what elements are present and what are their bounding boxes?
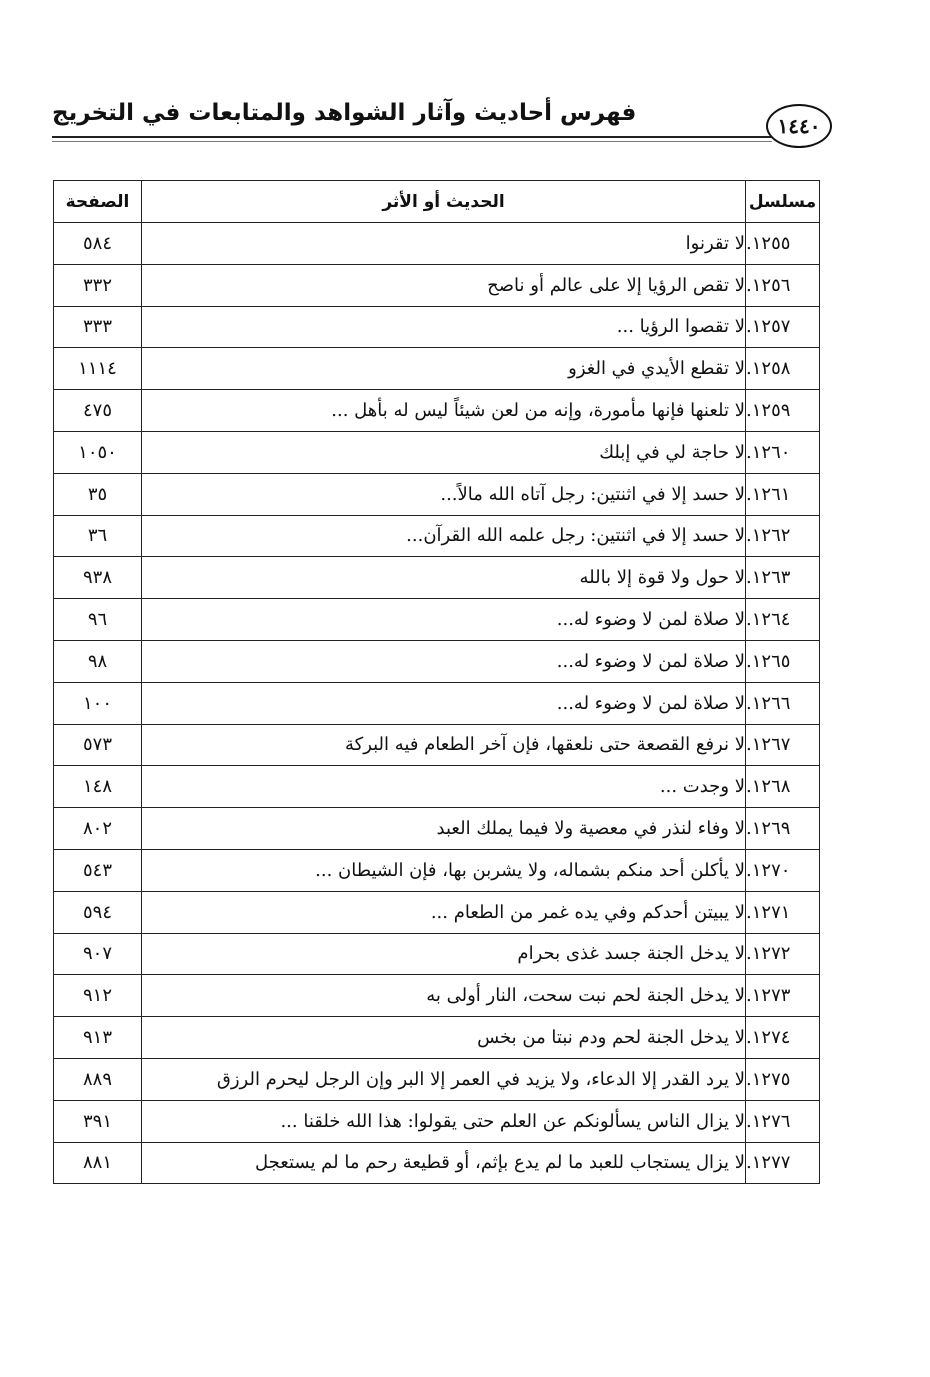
row-page: ٩٠٧: [54, 933, 142, 975]
row-serial: ١٢٦٦.: [746, 682, 820, 724]
table-row: [54, 348, 820, 390]
table-row: [54, 808, 820, 850]
table-row: [54, 682, 820, 724]
row-serial: ١٢٦٨.: [746, 766, 820, 808]
row-text: لا نرفع القصعة حتى نلعقها، فإن آخر الطعام فيه البركة: [142, 724, 746, 766]
row-serial: ١٢٧٧.: [746, 1142, 820, 1184]
header-title: فهرس أحاديث وآثار الشواهد والمتابعات في التخريج: [52, 100, 637, 126]
table-row: [54, 640, 820, 682]
row-text: لا حسد إلا في اثنتين: رجل علمه الله القرآن...: [142, 515, 746, 557]
row-text: لا يأكلن أحد منكم بشماله، ولا يشربن بها، فإن الشيطان ...: [142, 849, 746, 891]
table-row: [54, 1058, 820, 1100]
row-text: لا يبيتن أحدكم وفي يده غمر من الطعام ...: [142, 891, 746, 933]
row-text: لا يزال الناس يسألونكم عن العلم حتى يقولوا: هذا الله خلقنا ...: [142, 1100, 746, 1142]
row-serial: ١٢٧٦.: [746, 1100, 820, 1142]
row-text: لا حسد إلا في اثنتين: رجل آتاه الله مالاً...: [142, 473, 746, 515]
table-row: [54, 557, 820, 599]
row-text: لا تقطع الأيدي في الغزو: [142, 348, 746, 390]
row-text: لا تقصوا الرؤيا ...: [142, 306, 746, 348]
row-text: لا تلعنها فإنها مأمورة، وإنه من لعن شيئاً ليس له بأهل ...: [142, 390, 746, 432]
row-page: ٣٣٣: [54, 306, 142, 348]
row-page: ١٠٠: [54, 682, 142, 724]
table-row: [54, 1142, 820, 1184]
row-serial: ١٢٥٦.: [746, 264, 820, 306]
page-number-badge: ١٤٤٠: [766, 104, 832, 148]
page-header: [52, 96, 832, 156]
row-serial: ١٢٥٥.: [746, 223, 820, 265]
table-row: [54, 1100, 820, 1142]
column-header-serial: مسلسل: [746, 181, 820, 223]
row-text: لا صلاة لمن لا وضوء له...: [142, 599, 746, 641]
hadith-index-table: [53, 180, 820, 1184]
row-serial: ١٢٧١.: [746, 891, 820, 933]
row-serial: ١٢٧٢.: [746, 933, 820, 975]
row-page: ٣٣٢: [54, 264, 142, 306]
row-serial: ١٢٥٧.: [746, 306, 820, 348]
table-row: [54, 849, 820, 891]
column-header-page: الصفحة: [54, 181, 142, 223]
row-serial: ١٢٧٣.: [746, 975, 820, 1017]
row-text: لا يدخل الجنة لحم ودم نبتا من بخس: [142, 1017, 746, 1059]
row-page: ٩٨: [54, 640, 142, 682]
row-serial: ١٢٦٣.: [746, 557, 820, 599]
row-page: ٩١٣: [54, 1017, 142, 1059]
row-serial: ١٢٦١.: [746, 473, 820, 515]
row-page: ٨٠٢: [54, 808, 142, 850]
row-text: لا صلاة لمن لا وضوء له...: [142, 640, 746, 682]
table-row: [54, 306, 820, 348]
column-header-text: الحديث أو الأثر: [142, 181, 746, 223]
table-row: [54, 431, 820, 473]
row-page: ٥٨٤: [54, 223, 142, 265]
table-header-row: [54, 181, 820, 223]
row-page: ١٤٨: [54, 766, 142, 808]
row-serial: ١٢٥٨.: [746, 348, 820, 390]
table-row: [54, 223, 820, 265]
row-text: لا يدخل الجنة جسد غذى بحرام: [142, 933, 746, 975]
row-page: ١٠٥٠: [54, 431, 142, 473]
row-text: لا وجدت ...: [142, 766, 746, 808]
table-row: [54, 766, 820, 808]
table-row: [54, 264, 820, 306]
row-text: لا صلاة لمن لا وضوء له...: [142, 682, 746, 724]
row-page: ٥٧٣: [54, 724, 142, 766]
row-serial: ١٢٦٢.: [746, 515, 820, 557]
row-text: لا يرد القدر إلا الدعاء، ولا يزيد في العمر إلا البر وإن الرجل ليحرم الرزق: [142, 1058, 746, 1100]
row-page: ٩١٢: [54, 975, 142, 1017]
row-page: ٣٦: [54, 515, 142, 557]
table-row: [54, 515, 820, 557]
header-rule: [52, 136, 772, 138]
table-row: [54, 1017, 820, 1059]
header-rule-thin: [52, 141, 772, 142]
row-page: ٨٨١: [54, 1142, 142, 1184]
table-row: [54, 975, 820, 1017]
table-row: [54, 390, 820, 432]
row-serial: ١٢٦٤.: [746, 599, 820, 641]
row-page: ٣٥: [54, 473, 142, 515]
table-row: [54, 891, 820, 933]
row-text: لا يدخل الجنة لحم نبت سحت، النار أولى به: [142, 975, 746, 1017]
row-serial: ١٢٧٥.: [746, 1058, 820, 1100]
row-serial: ١٢٦٠.: [746, 431, 820, 473]
row-serial: ١٢٦٧.: [746, 724, 820, 766]
row-text: لا يزال يستجاب للعبد ما لم يدع بإثم، أو قطيعة رحم ما لم يستعجل: [142, 1142, 746, 1184]
row-serial: ١٢٧٤.: [746, 1017, 820, 1059]
row-text: لا وفاء لنذر في معصية ولا فيما يملك العبد: [142, 808, 746, 850]
row-text: لا تقرنوا: [142, 223, 746, 265]
table-row: [54, 473, 820, 515]
row-text: لا حاجة لي في إبلك: [142, 431, 746, 473]
row-page: ٣٩١: [54, 1100, 142, 1142]
row-page: ٩٣٨: [54, 557, 142, 599]
row-serial: ١٢٦٩.: [746, 808, 820, 850]
table-row: [54, 724, 820, 766]
row-page: ٤٧٥: [54, 390, 142, 432]
row-page: ١١١٤: [54, 348, 142, 390]
row-text: لا حول ولا قوة إلا بالله: [142, 557, 746, 599]
row-serial: ١٢٦٥.: [746, 640, 820, 682]
row-serial: ١٢٥٩.: [746, 390, 820, 432]
table-row: [54, 933, 820, 975]
row-serial: ١٢٧٠.: [746, 849, 820, 891]
row-page: ٥٩٤: [54, 891, 142, 933]
row-page: ٥٤٣: [54, 849, 142, 891]
table-row: [54, 599, 820, 641]
row-page: ٩٦: [54, 599, 142, 641]
row-page: ٨٨٩: [54, 1058, 142, 1100]
row-text: لا تقص الرؤيا إلا على عالم أو ناصح: [142, 264, 746, 306]
